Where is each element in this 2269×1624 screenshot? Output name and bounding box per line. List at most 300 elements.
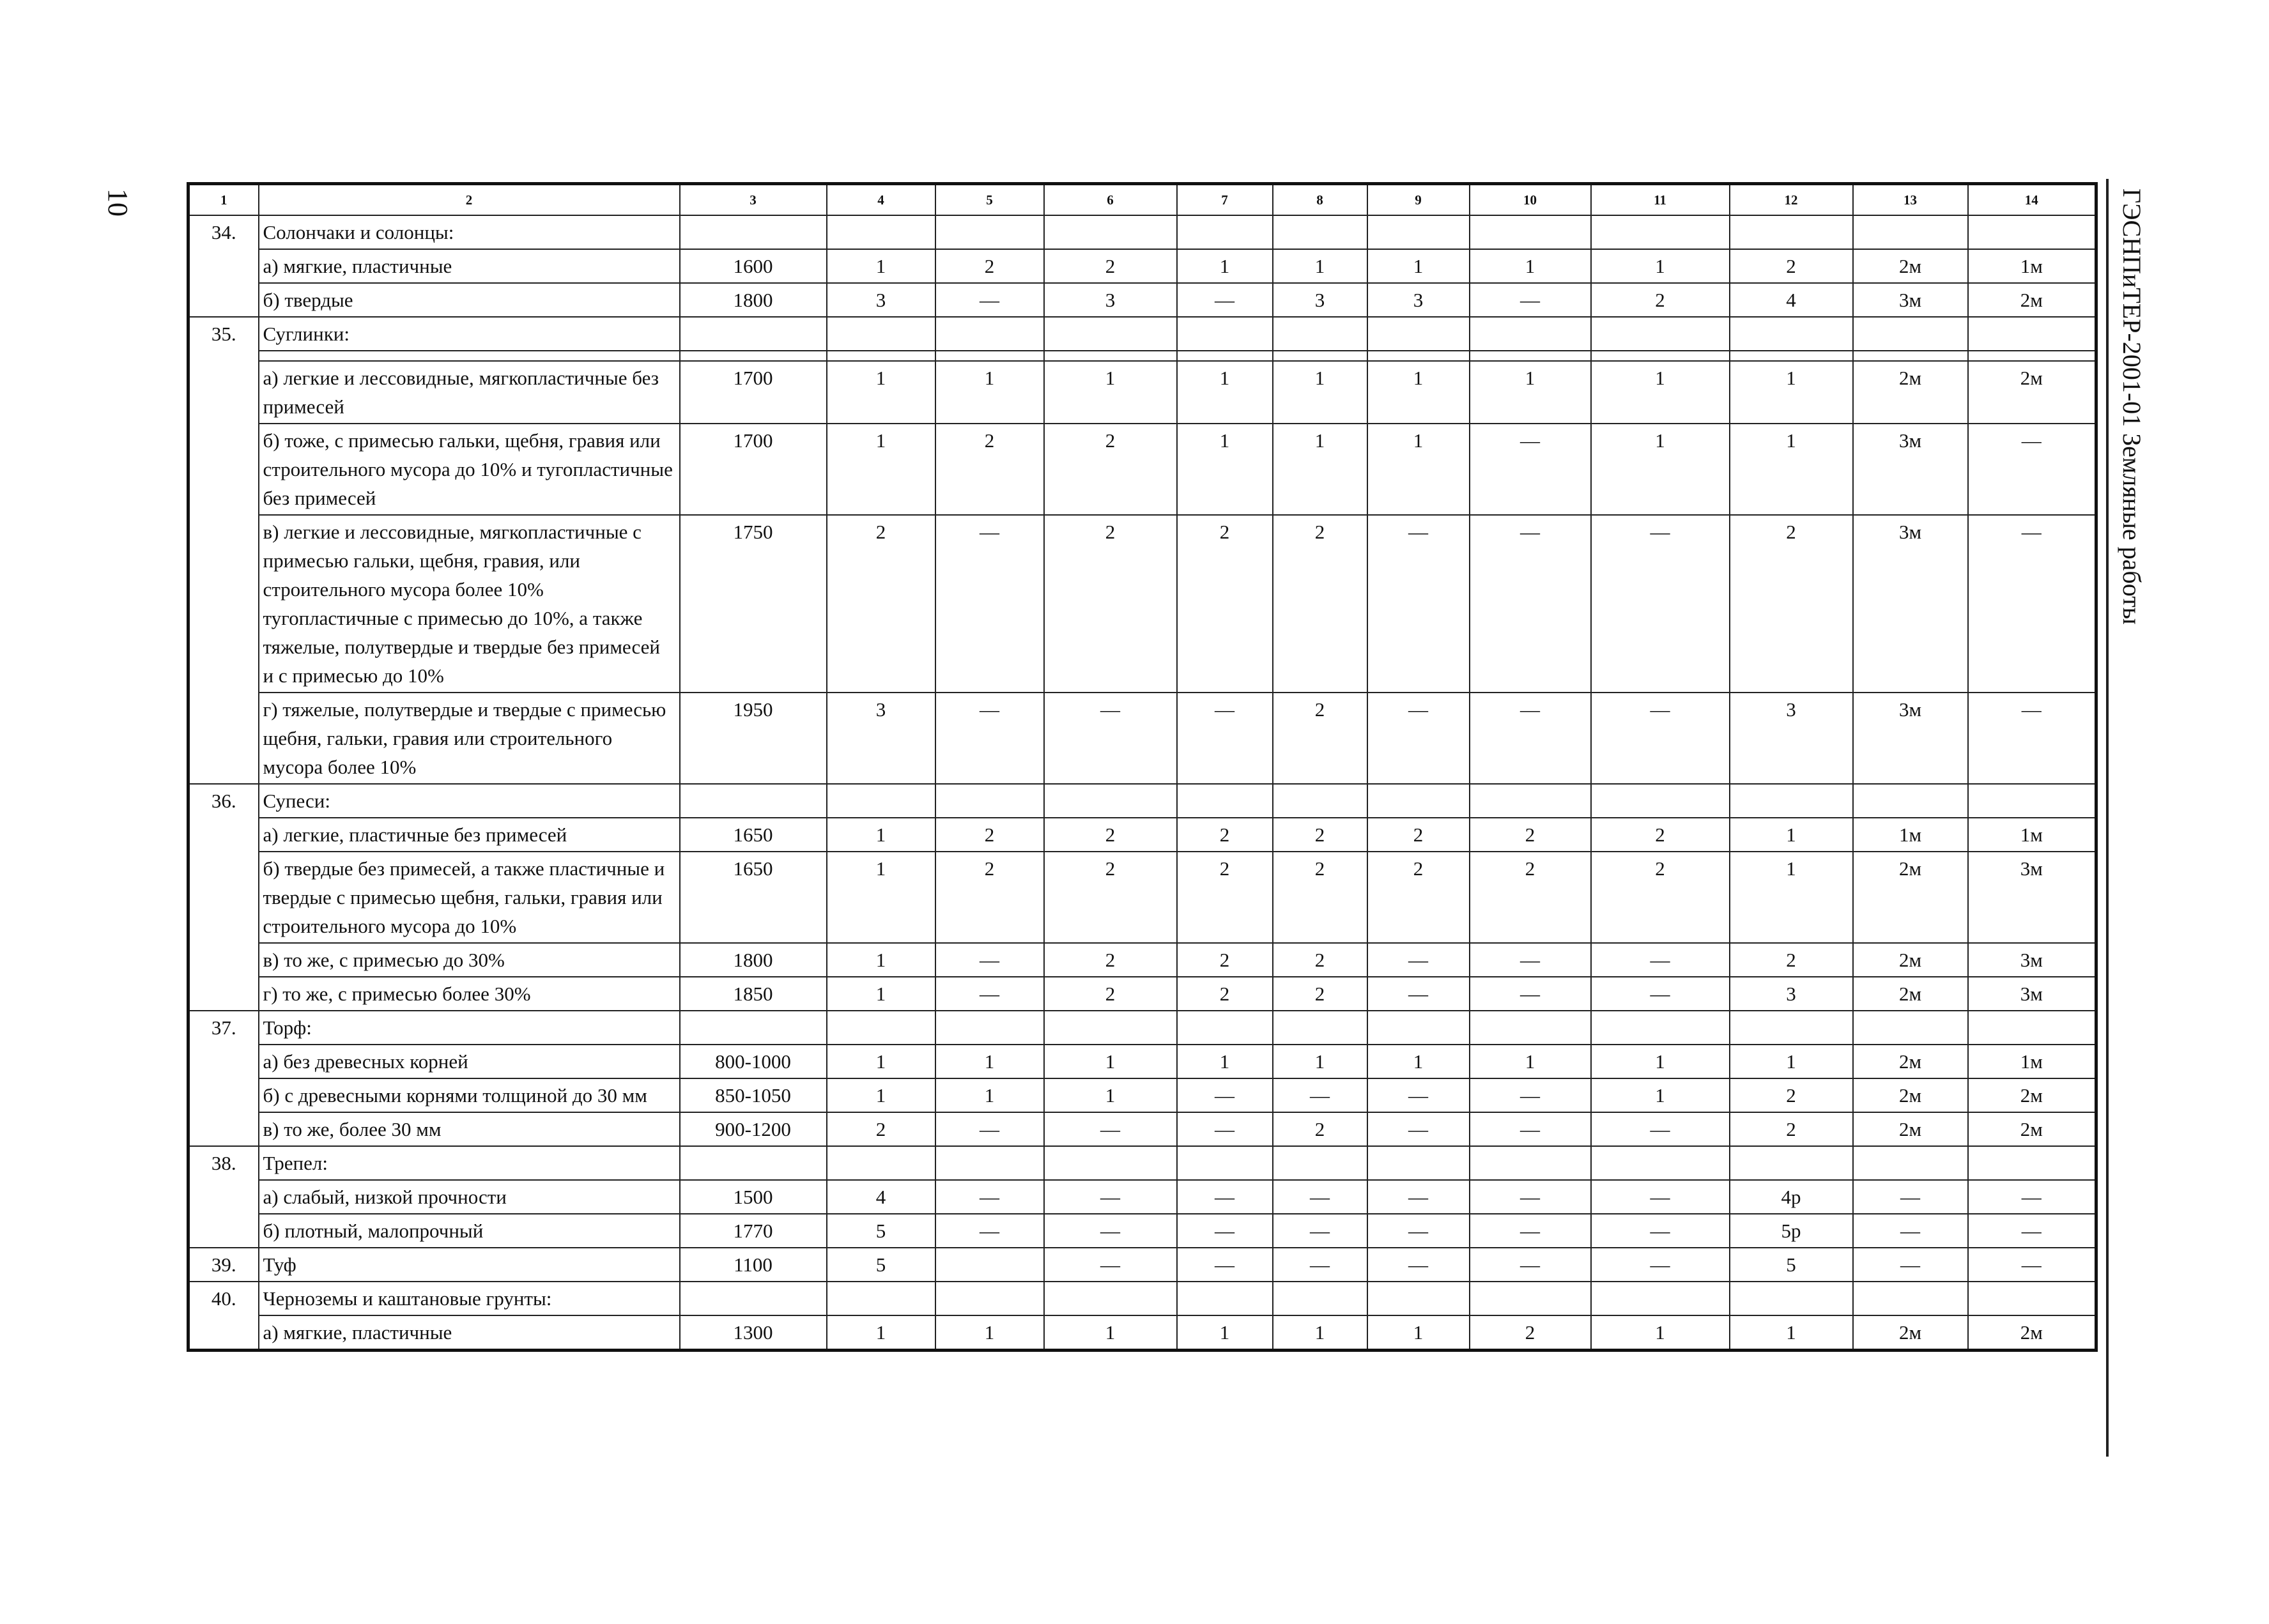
cell-value: — [1591,1248,1730,1282]
table-row [188,1112,2096,1146]
cell-value: — [1044,1214,1177,1248]
cell-value: — [1968,424,2096,515]
column-number: 5 [935,184,1044,216]
cell-value: — [1470,1180,1591,1214]
empty-cell [1470,1282,1591,1315]
cell-value: — [1470,977,1591,1011]
cell-value: — [935,693,1044,784]
empty-cell [1968,1282,2096,1315]
empty-cell [935,351,1044,361]
cell-value: 2м [1853,1315,1968,1351]
item-number: 38. [188,1146,259,1248]
group-title: Трепел: [259,1146,680,1180]
cell-value: 2м [1853,1112,1968,1146]
cell-value: 1850 [680,977,827,1011]
cell-value: 1 [935,361,1044,424]
soil-description: а) мягкие, пластичные [259,1315,680,1351]
empty-cell [1367,351,1470,361]
empty-cell [827,1282,935,1315]
cell-value: 5 [1730,1248,1853,1282]
empty-cell [1470,317,1591,351]
cell-value: 1 [1591,1078,1730,1112]
cell-value: 2 [1591,852,1730,943]
cell-value: 2 [1730,943,1853,977]
column-number: 10 [1470,184,1591,216]
cell-value: 1 [1470,1045,1591,1078]
empty-cell [827,317,935,351]
column-number: 14 [1968,184,2096,216]
cell-value: — [1591,977,1730,1011]
cell-value: 1 [1730,1315,1853,1351]
cell-value: 3м [1968,943,2096,977]
column-number: 8 [1273,184,1367,216]
column-number: 9 [1367,184,1470,216]
cell-value: — [1367,943,1470,977]
running-header: ГЭСНПиТЕР-2001-01 Земляные работы [2118,188,2146,625]
cell-value: 1 [1730,852,1853,943]
cell-value: 5р [1730,1214,1853,1248]
empty-cell [935,1011,1044,1045]
cell-value: 2м [1853,1045,1968,1078]
cell-value: 2 [1273,693,1367,784]
cell-value: 1800 [680,943,827,977]
cell-value: 2 [1044,977,1177,1011]
cell-value: 2м [1853,361,1968,424]
cell-value: 2 [1177,818,1273,852]
empty-cell [1177,215,1273,249]
column-number: 2 [259,184,680,216]
soil-description: б) твердые без примесей, а также пластичные и твердые с примесью щебня, гальки, гравия или строительного мусора до 10% [259,852,680,943]
cell-value: 2 [1470,818,1591,852]
cell-value: 2 [1591,283,1730,317]
empty-cell [680,1282,827,1315]
cell-value: 4р [1730,1180,1853,1214]
cell-value: — [1273,1180,1367,1214]
cell-value: 4 [1730,283,1853,317]
cell-value: 2м [1853,249,1968,283]
empty-cell [1730,351,1853,361]
empty-cell [680,1146,827,1180]
cell-value: 2 [1273,977,1367,1011]
cell-value: — [1470,693,1591,784]
empty-cell [1853,1146,1968,1180]
cell-value: 2 [1273,852,1367,943]
cell-value: 1 [827,361,935,424]
cell-value: — [1853,1214,1968,1248]
cell-value: 2 [1367,818,1470,852]
cell-value: 2 [1044,943,1177,977]
cell-value: 2 [1470,1315,1591,1351]
empty-cell [1968,1011,2096,1045]
empty-cell [1044,317,1177,351]
cell-value: 4 [827,1180,935,1214]
cell-value: 1 [1367,1315,1470,1351]
group-title-row [188,215,2096,249]
soil-description: г) то же, с примесью более 30% [259,977,680,1011]
cell-value: 850-1050 [680,1078,827,1112]
empty-cell [1273,784,1367,818]
cell-value: 1 [1730,361,1853,424]
cell-value: 1 [1273,361,1367,424]
cell-value: 2 [1177,852,1273,943]
group-title-row [188,784,2096,818]
cell-value: 1 [1177,361,1273,424]
soil-description: б) тоже, с примесью гальки, щебня, гравия или строительного мусора до 10% и тугопластичные без примесей [259,424,680,515]
cell-value: 1 [1470,249,1591,283]
table-row [188,249,2096,283]
cell-value: 3 [1730,693,1853,784]
cell-value: — [1968,1248,2096,1282]
cell-value: — [1470,283,1591,317]
cell-value: 1 [935,1045,1044,1078]
cell-value: — [1044,1248,1177,1282]
cell-value: 1 [1273,1315,1367,1351]
cell-value: — [935,1112,1044,1146]
column-number: 6 [1044,184,1177,216]
spacer-row [188,351,2096,361]
table-row [188,361,2096,424]
empty-cell [1470,351,1591,361]
empty-cell [1273,1282,1367,1315]
empty-cell [935,784,1044,818]
cell-value: — [1177,1112,1273,1146]
cell-value: 1 [827,852,935,943]
cell-value: 2м [1968,1315,2096,1351]
table-row [188,1045,2096,1078]
cell-value: — [1177,283,1273,317]
cell-value: 1650 [680,852,827,943]
table-row [188,1214,2096,1248]
cell-value: 2 [1044,515,1177,693]
cell-value: — [935,1214,1044,1248]
cell-value: 2 [1367,852,1470,943]
empty-cell [935,215,1044,249]
column-number: 11 [1591,184,1730,216]
empty-cell [1044,1282,1177,1315]
table-row [188,818,2096,852]
cell-value: 2 [1730,249,1853,283]
cell-value: 800-1000 [680,1045,827,1078]
cell-value: 1 [1044,1045,1177,1078]
cell-value: — [1177,1180,1273,1214]
empty-cell [827,784,935,818]
column-number: 13 [1853,184,1968,216]
table-row [188,1248,2096,1282]
empty-cell [1273,215,1367,249]
table-row [188,424,2096,515]
cell-value: — [1591,1112,1730,1146]
item-number: 40. [188,1282,259,1351]
item-number: 34. [188,215,259,317]
column-number: 4 [827,184,935,216]
empty-cell [935,1282,1044,1315]
column-number-row [188,184,2096,216]
empty-cell [1273,351,1367,361]
empty-cell [1730,1282,1853,1315]
empty-cell [259,351,680,361]
empty-cell [1367,1146,1470,1180]
table-row [188,1180,2096,1214]
cell-value: 2 [935,424,1044,515]
page-number: 10 [102,188,134,217]
empty-cell [1968,784,2096,818]
cell-value: 1 [1367,1045,1470,1078]
cell-value: — [935,943,1044,977]
empty-cell [1968,215,2096,249]
empty-cell [1177,784,1273,818]
cell-value: 1 [1730,424,1853,515]
cell-value: 1 [1591,424,1730,515]
cell-value: 1 [1177,424,1273,515]
group-title-row [188,317,2096,351]
cell-value: — [1177,1248,1273,1282]
empty-cell [1730,1011,1853,1045]
cell-value: — [935,977,1044,1011]
cell-value: — [1853,1180,1968,1214]
cell-value: 1 [827,249,935,283]
cell-value: — [1367,693,1470,784]
empty-cell [1044,1011,1177,1045]
soil-description: в) легкие и лессовидные, мягкопластичные с примесью гальки, щебня, гравия, или строительного мусора более 10% тугопластичные с примесью до 10%, а также тяжелые, полутвердые и твердые без примесей и с примесью до 10% [259,515,680,693]
cell-value: — [1273,1214,1367,1248]
cell-value: — [1367,1078,1470,1112]
table-row [188,693,2096,784]
column-number: 1 [188,184,259,216]
cell-value: 1 [1044,1078,1177,1112]
soil-description: в) то же, более 30 мм [259,1112,680,1146]
cell-value: 1 [1273,249,1367,283]
cell-value: — [1470,1248,1591,1282]
empty-cell [935,1146,1044,1180]
cell-value: — [1367,1248,1470,1282]
empty-cell [1470,1146,1591,1180]
empty-cell [1968,317,2096,351]
empty-cell [1730,215,1853,249]
cell-value: — [1968,515,2096,693]
empty-cell [1273,1011,1367,1045]
empty-cell [1177,1146,1273,1180]
cell-value: 1м [1968,1045,2096,1078]
cell-value: 3м [1968,852,2096,943]
soil-description: а) мягкие, пластичные [259,249,680,283]
item-number: 39. [188,1248,259,1282]
soil-description: а) без древесных корней [259,1045,680,1078]
group-title: Солончаки и солонцы: [259,215,680,249]
empty-cell [1177,317,1273,351]
empty-cell [1177,1011,1273,1045]
cell-value: 5 [827,1214,935,1248]
cell-value: 1100 [680,1248,827,1282]
column-number: 7 [1177,184,1273,216]
cell-value: 2 [1177,515,1273,693]
cell-value: 3 [1044,283,1177,317]
empty-cell [1470,1011,1591,1045]
cell-value: — [1044,693,1177,784]
empty-cell [1470,215,1591,249]
empty-cell [1853,1282,1968,1315]
item-number: 35. [188,317,259,784]
empty-cell [680,1011,827,1045]
soil-description: б) твердые [259,283,680,317]
table-row [188,283,2096,317]
empty-cell [680,317,827,351]
cell-value: — [1367,977,1470,1011]
empty-cell [1968,351,2096,361]
cell-value: 2 [1273,1112,1367,1146]
group-title-row [188,1011,2096,1045]
cell-value: — [1470,1078,1591,1112]
empty-cell [1591,784,1730,818]
empty-cell [827,1011,935,1045]
empty-cell [1044,215,1177,249]
empty-cell [1730,1146,1853,1180]
group-title: Суглинки: [259,317,680,351]
cell-value: 3м [1853,693,1968,784]
cell-value: 1 [1470,361,1591,424]
cell-value: 1 [1591,361,1730,424]
cell-value: — [1044,1180,1177,1214]
cell-value: 1 [1730,1045,1853,1078]
cell-value: 2 [827,515,935,693]
column-number: 12 [1730,184,1853,216]
cell-value: — [935,515,1044,693]
table-row [188,977,2096,1011]
empty-cell [1853,215,1968,249]
cell-value: 3 [827,283,935,317]
cell-value: — [1044,1112,1177,1146]
cell-value: 1 [1177,1045,1273,1078]
cell-value: — [1591,515,1730,693]
cell-value: — [1591,1180,1730,1214]
cell-value: 1770 [680,1214,827,1248]
group-title: Супеси: [259,784,680,818]
empty-cell [1044,351,1177,361]
cell-value: 2 [1177,943,1273,977]
cell-value: — [1591,943,1730,977]
empty-cell [1853,351,1968,361]
empty-cell [1853,317,1968,351]
empty-cell [1730,784,1853,818]
empty-cell [827,351,935,361]
cell-value: 2 [1730,1112,1853,1146]
cell-value: 1 [1367,361,1470,424]
cell-value [935,1248,1044,1282]
soil-description: Туф [259,1248,680,1282]
empty-cell [1591,1282,1730,1315]
cell-value: 2м [1853,977,1968,1011]
cell-value: — [1470,515,1591,693]
cell-value: — [1470,1214,1591,1248]
empty-cell [680,215,827,249]
cell-value: 1600 [680,249,827,283]
empty-cell [680,784,827,818]
cell-value: 5 [827,1248,935,1282]
cell-value: 3м [1853,424,1968,515]
empty-cell [1177,1282,1273,1315]
cell-value: 1800 [680,283,827,317]
cell-value: 2 [827,1112,935,1146]
empty-cell [1367,784,1470,818]
empty-cell [1968,1146,2096,1180]
cell-value: 1 [1044,1315,1177,1351]
cell-value: 1750 [680,515,827,693]
group-title: Черноземы и каштановые грунты: [259,1282,680,1315]
column-number: 3 [680,184,827,216]
cell-value: 2 [1730,1078,1853,1112]
empty-cell [1730,317,1853,351]
cell-value: 2м [1853,1078,1968,1112]
soil-description: б) плотный, малопрочный [259,1214,680,1248]
cell-value: — [1273,1078,1367,1112]
cell-value: — [1968,1214,2096,1248]
cell-value: — [1470,424,1591,515]
item-number: 37. [188,1011,259,1146]
cell-value: — [1367,1180,1470,1214]
cell-value: 3 [1273,283,1367,317]
cell-value: — [1968,693,2096,784]
empty-cell [1853,1011,1968,1045]
empty-cell [1367,317,1470,351]
cell-value: 3 [827,693,935,784]
cell-value: 1м [1968,249,2096,283]
cell-value: 1 [1730,818,1853,852]
group-title: Торф: [259,1011,680,1045]
table-row [188,515,2096,693]
soil-description: в) то же, с примесью до 30% [259,943,680,977]
cell-value: — [1470,1112,1591,1146]
empty-cell [1044,1146,1177,1180]
cell-value: 1 [827,1078,935,1112]
cell-value: 1 [827,1315,935,1351]
header-rule [2106,179,2109,1457]
cell-value: — [1853,1248,1968,1282]
cell-value: 2 [935,249,1044,283]
cell-value: 2м [1853,943,1968,977]
empty-cell [1591,317,1730,351]
cell-value: — [935,283,1044,317]
cell-value: 2 [1177,977,1273,1011]
cell-value: 1 [1591,249,1730,283]
cell-value: 1м [1853,818,1968,852]
cell-value: 2 [1273,818,1367,852]
soil-table [187,182,2098,1352]
empty-cell [1591,351,1730,361]
cell-value: 1700 [680,361,827,424]
empty-cell [680,351,827,361]
cell-value: 1950 [680,693,827,784]
item-number: 36. [188,784,259,1011]
cell-value: 3 [1367,283,1470,317]
group-title-row [188,1282,2096,1315]
empty-cell [1177,351,1273,361]
cell-value: 3м [1853,283,1968,317]
empty-cell [1273,1146,1367,1180]
cell-value: — [935,1180,1044,1214]
cell-value: 2 [935,852,1044,943]
cell-value: 2 [1044,424,1177,515]
cell-value: 1 [1273,1045,1367,1078]
cell-value: 2 [1591,818,1730,852]
soil-description: г) тяжелые, полутвердые и твердые с примесью щебня, гальки, гравия или строительного мусора более 10% [259,693,680,784]
cell-value: 1 [935,1078,1044,1112]
cell-value: 1500 [680,1180,827,1214]
empty-cell [1470,784,1591,818]
cell-value: 1 [827,1045,935,1078]
cell-value: 900-1200 [680,1112,827,1146]
cell-value: 2 [935,818,1044,852]
cell-value: 3 [1730,977,1853,1011]
cell-value: 1м [1968,818,2096,852]
